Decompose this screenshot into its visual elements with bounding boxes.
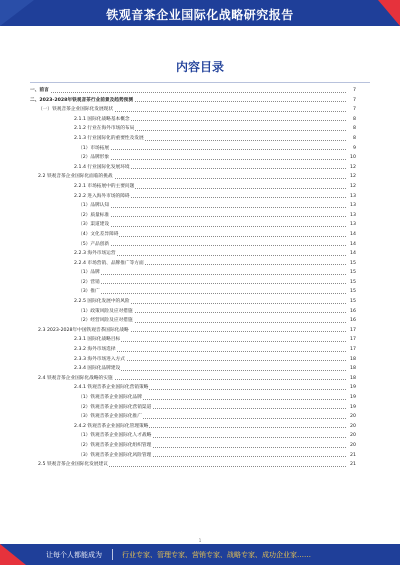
toc-entry-label: （3）铁观音茶企业国际化推广 [78, 412, 143, 422]
toc-entry-label: （1）政策风险及应对措施 [78, 307, 134, 317]
dot-leader [78, 216, 346, 217]
toc-entry[interactable] [30, 192, 356, 202]
toc-entry[interactable] [30, 278, 356, 288]
footer-accent [0, 544, 26, 565]
toc-entry-page: 19 [350, 385, 356, 391]
toc-entry-label: （1）市场拓展 [78, 144, 110, 154]
toc-entry[interactable] [30, 249, 356, 259]
toc-entry[interactable] [30, 307, 356, 317]
toc-entry-page: 17 [350, 347, 356, 353]
toc-entry-label: （2）铁观音茶企业国际化营销渠道 [78, 403, 152, 413]
toc-entry-page: 21 [350, 452, 356, 458]
toc-entry-label: （2）质量标准 [78, 211, 110, 221]
toc-entry[interactable] [30, 451, 356, 461]
toc-entry-page: 14 [350, 251, 356, 257]
toc-entry[interactable] [30, 268, 356, 278]
toc-entry-label: 2.4.2 铁观音茶企业国际化管理策略 [74, 422, 149, 432]
toc-entry[interactable] [30, 393, 356, 403]
toc-entry[interactable] [30, 297, 356, 307]
toc-entry-page: 15 [350, 270, 356, 276]
dot-leader [78, 149, 346, 150]
toc-entry-label: 2.2 铁观音茶企业国际化面临的挑战 [38, 172, 114, 182]
toc-entry[interactable] [30, 345, 356, 355]
page-footer [0, 544, 400, 565]
toc-entry-label: 一、前言 [30, 86, 50, 96]
toc-entry-label: 2.2.4 市场营销、品牌推广等方面 [74, 259, 145, 269]
dot-leader [78, 226, 346, 227]
toc-entry[interactable] [30, 383, 356, 393]
toc-entry[interactable] [30, 172, 356, 182]
toc-entry[interactable] [30, 259, 356, 269]
toc-entry-label: （1）铁观音茶企业国际化品牌 [78, 393, 143, 403]
toc-entry-label: 2.2.5 国际化发展中的风险 [74, 297, 131, 307]
toc-entry[interactable] [30, 335, 356, 345]
toc-entry[interactable] [30, 124, 356, 134]
toc-entry[interactable] [30, 230, 356, 240]
toc-entry-label: 2.1.3 行业国际化的重要性及发展 [74, 134, 145, 144]
toc-entry[interactable] [30, 422, 356, 432]
toc-entry[interactable] [30, 364, 356, 374]
toc-entry-label: 2.3.3 海外市场进入方式 [74, 355, 126, 365]
dot-leader [78, 283, 346, 284]
toc-entry[interactable] [30, 403, 356, 413]
toc-entry-page: 16 [350, 308, 356, 314]
toc-entry-label: 2.1.2 行业在海外市场的布局 [74, 124, 135, 134]
dot-leader [78, 207, 346, 208]
toc-entry[interactable] [30, 412, 356, 422]
toc-entry-label: （3）渠道建设 [78, 220, 110, 230]
toc-entry-page: 17 [350, 337, 356, 343]
toc-entry-label: 2.1.1 国际化战略基本概念 [74, 115, 131, 125]
toc-entry-page: 7 [353, 97, 356, 103]
page-number: 1 [198, 538, 202, 543]
toc-entry-page: 7 [353, 107, 356, 113]
toc-entry-page: 13 [350, 203, 356, 209]
toc-entry-label: （1）铁观音茶企业国际化人才战略 [78, 431, 152, 441]
toc-divider [30, 82, 370, 83]
toc-entry-label: 2.3 2023-2028年中国铁观音茶国际化战略 [38, 326, 130, 336]
toc-entry-page: 7 [353, 88, 356, 93]
toc-entry-label: 2.4.1 铁观音茶企业国际化营销策略 [74, 383, 149, 393]
dot-leader [78, 159, 346, 160]
toc-entry-page: 15 [350, 289, 356, 295]
toc-entry[interactable] [30, 287, 356, 297]
toc-entry[interactable] [30, 153, 356, 163]
toc-entry-page: 12 [350, 174, 356, 180]
toc-entry-page: 8 [353, 135, 356, 141]
toc-entry-label: 二、2023-2028年铁观音茶行业前景及趋势预测 [30, 96, 134, 106]
footer-separator [112, 549, 113, 560]
toc-entry[interactable] [30, 211, 356, 221]
toc-entry-page: 14 [350, 231, 356, 237]
toc-entry-page: 8 [353, 126, 356, 132]
toc-entry[interactable] [30, 182, 356, 192]
toc-entry[interactable] [30, 460, 356, 470]
toc-entry-label: （5）产品创新 [78, 240, 110, 250]
toc-entry-page: 12 [350, 183, 356, 189]
toc-entry[interactable] [30, 374, 356, 384]
toc-entry-label: 2.2.2 进入海外市场的障碍 [74, 192, 131, 202]
toc-entry-page: 21 [350, 462, 356, 468]
dot-leader [78, 293, 346, 294]
toc-entry-label: （1）品牌认知 [78, 201, 110, 211]
toc-entry[interactable] [30, 134, 356, 144]
toc-entry[interactable] [30, 105, 356, 115]
toc-entry-label: 2.5 铁观音茶企业国际化发展建议 [38, 460, 109, 470]
toc-entry[interactable] [30, 86, 356, 96]
dot-leader [30, 92, 346, 93]
toc-entry[interactable] [30, 201, 356, 211]
toc-entry[interactable] [30, 240, 356, 250]
toc-entry[interactable] [30, 431, 356, 441]
toc-entry-page: 18 [350, 356, 356, 362]
toc-entry-page: 16 [350, 318, 356, 324]
toc-entry-page: 15 [350, 260, 356, 266]
dot-leader [78, 274, 346, 275]
toc-entry-page: 20 [350, 442, 356, 448]
toc-entry[interactable] [30, 163, 356, 173]
toc-entry-page: 17 [350, 327, 356, 333]
toc-entry-page: 18 [350, 375, 356, 381]
toc-entry-label: 2.1.4 行业国际化发展环境 [74, 163, 131, 173]
document-title: 铁观音茶企业国际化战略研究报告 [106, 8, 294, 22]
toc-entry-label: 2.3.4 国际化品牌建设 [74, 364, 121, 374]
page-header [0, 0, 400, 26]
toc-entry-page: 20 [350, 414, 356, 420]
toc-entry-page: 18 [350, 366, 356, 372]
toc-entry[interactable] [30, 326, 356, 336]
toc-entry-page: 9 [353, 145, 356, 151]
toc-entry[interactable] [30, 144, 356, 154]
toc-entry[interactable] [30, 220, 356, 230]
toc-entry[interactable] [30, 355, 356, 365]
toc-entry-label: （4）文化差异障碍 [78, 230, 119, 240]
toc-entry[interactable] [30, 441, 356, 451]
toc-entry-page: 20 [350, 423, 356, 429]
toc-entry[interactable] [30, 115, 356, 125]
toc-entry-label: （1）品牌 [78, 268, 101, 278]
toc-entry-page: 20 [350, 433, 356, 439]
dot-leader [78, 245, 346, 246]
toc-entry-label: （3）推广 [78, 287, 101, 297]
toc-entry-label: （2）铁观音茶企业国际化组织管理 [78, 441, 152, 451]
toc-entry-label: （一）铁观音茶企业国际化发展现状 [38, 105, 114, 115]
toc-entry-label: 2.4 铁观音茶企业国际化战略的实施 [38, 374, 114, 384]
toc-entry-page: 14 [350, 241, 356, 247]
footer-roles: 行业专家、管理专家、营销专家、战略专家、成功企业家…… [122, 551, 311, 559]
toc-entry[interactable] [30, 316, 356, 326]
toc-entry-page: 8 [353, 116, 356, 122]
toc-entry-label: （2）品牌形象 [78, 153, 110, 163]
toc-entry-page: 19 [350, 404, 356, 410]
toc-entry-label: 2.2.1 市场拓展中的主要问题 [74, 182, 135, 192]
toc-entry-label: 2.2.3 海外市场运营 [74, 249, 117, 259]
toc-entry-page: 13 [350, 212, 356, 218]
toc-entry-page: 12 [350, 164, 356, 170]
toc-entry-label: 2.3.1 国际化战略目标 [74, 335, 121, 345]
toc-entry-page: 19 [350, 395, 356, 400]
footer-slogan: 让每个人都能成为 [46, 551, 102, 559]
toc-entry-page: 13 [350, 222, 356, 228]
toc-entry-page: 15 [350, 299, 356, 305]
header-right-accent [378, 0, 400, 26]
toc-heading: 内容目录 [175, 60, 224, 74]
table-of-contents [30, 86, 356, 470]
toc-entry-page: 15 [350, 279, 356, 285]
toc-entry-label: 2.3.2 海外市场选择 [74, 345, 117, 355]
toc-entry-page: 10 [350, 155, 356, 161]
toc-entry-label: （3）铁观音茶企业国际化风险管理 [78, 451, 152, 461]
toc-entry-label: （2）经营风险及应对措施 [78, 316, 134, 326]
toc-entry[interactable] [30, 96, 356, 106]
toc-entry-page: 13 [350, 193, 356, 199]
toc-entry-label: （2）营销 [78, 278, 101, 288]
